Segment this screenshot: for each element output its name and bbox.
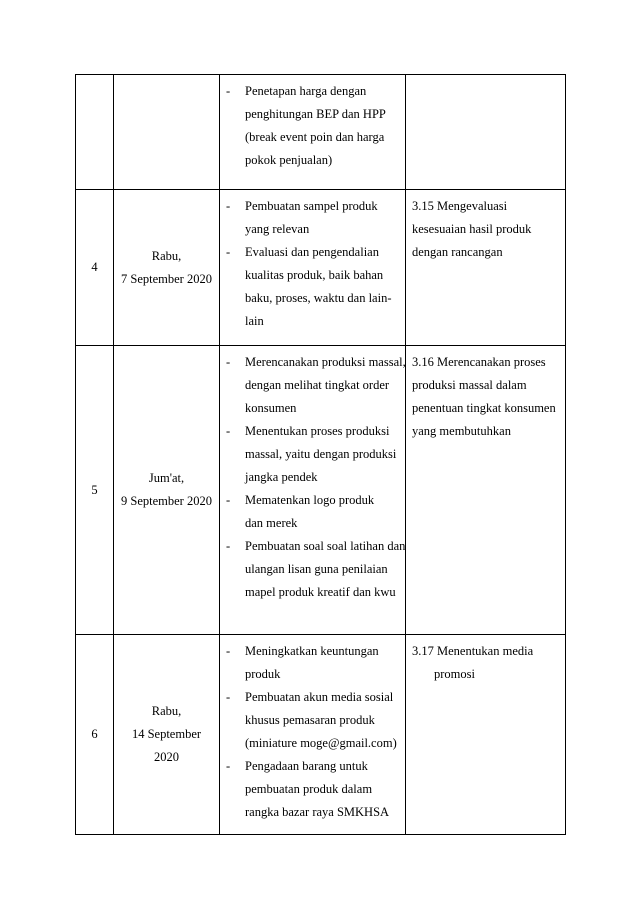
list-item: - Pembuatan akun media sosial khusus pemasaran produk (miniature moge@gmail.com): [226, 690, 397, 750]
row-number-cell: 4: [76, 190, 114, 346]
activities-cell: [220, 346, 406, 635]
activities-cell: [220, 75, 406, 190]
list-item: - Pembuatan soal soal latihan dan ulangan lisan guna penilaian mapel produk kreatif dan kwu: [226, 539, 406, 599]
list-item: - Meningkatkan keuntungan produk: [226, 644, 379, 681]
list-item: - Pengadaan barang untuk pembuatan produk dalam rangka bazar raya SMKHSA: [226, 759, 390, 819]
row-number-cell: [76, 75, 114, 190]
list-item: - Pembuatan sampel produk yang relevan: [226, 199, 378, 236]
list-item: - Mematenkan logo produk dan merek: [226, 493, 375, 530]
competency-cell: [406, 635, 566, 835]
competency-text: 3.16 Merencanakan proses produksi massal dalam penentuan tingkat konsumen yang membutuhkan: [412, 355, 556, 438]
competency-cell: [406, 346, 566, 635]
row-date-cell: [114, 635, 220, 835]
date-value: 9 September 2020: [121, 494, 212, 508]
date-day: Rabu,: [151, 704, 182, 718]
activity-list: [226, 80, 401, 172]
competency-cell: [406, 190, 566, 346]
competency-cell: [406, 75, 566, 190]
competency-text: 3.15 Mengevaluasi kesesuaian hasil produk dengan rancangan: [412, 199, 532, 259]
date-value: 14 September: [131, 727, 202, 741]
date-value: 7 September 2020: [121, 271, 212, 286]
table-row: [76, 346, 566, 635]
list-item: - Penetapan harga dengan penghitungan BEP dan HPP (break event poin dan harga pokok penjualan): [226, 84, 386, 167]
list-item: - Menentukan proses produksi massal, yaitu dengan produksi jangka pendek: [226, 424, 397, 484]
activity-list: [226, 195, 401, 333]
competency-text: 3.17 Menentukan media: [412, 644, 534, 658]
competency-text-continued: promosi: [434, 667, 475, 681]
activities-cell: [220, 635, 406, 835]
list-item: - Evaluasi dan pengendalian kualitas produk, baik bahan baku, proses, waktu dan lain-lain: [226, 245, 392, 328]
schedule-table: [75, 74, 566, 835]
activities-cell: [220, 190, 406, 346]
table-row: [76, 75, 566, 190]
date-day: Rabu,: [151, 248, 182, 263]
row-number-cell: 6: [76, 635, 114, 835]
table-row: [76, 190, 566, 346]
table-row: [76, 635, 566, 835]
row-date-cell: [114, 75, 220, 190]
row-date-cell: [114, 346, 220, 635]
row-date-cell: [114, 190, 220, 346]
date-year: 2020: [154, 750, 179, 764]
activity-list: [226, 351, 406, 604]
row-number-cell: 5: [76, 346, 114, 635]
list-item: - Merencanakan produksi massal, dengan melihat tingkat order konsumen: [226, 355, 406, 415]
date-day: Jum'at,: [148, 471, 185, 485]
activity-list: [226, 640, 401, 824]
